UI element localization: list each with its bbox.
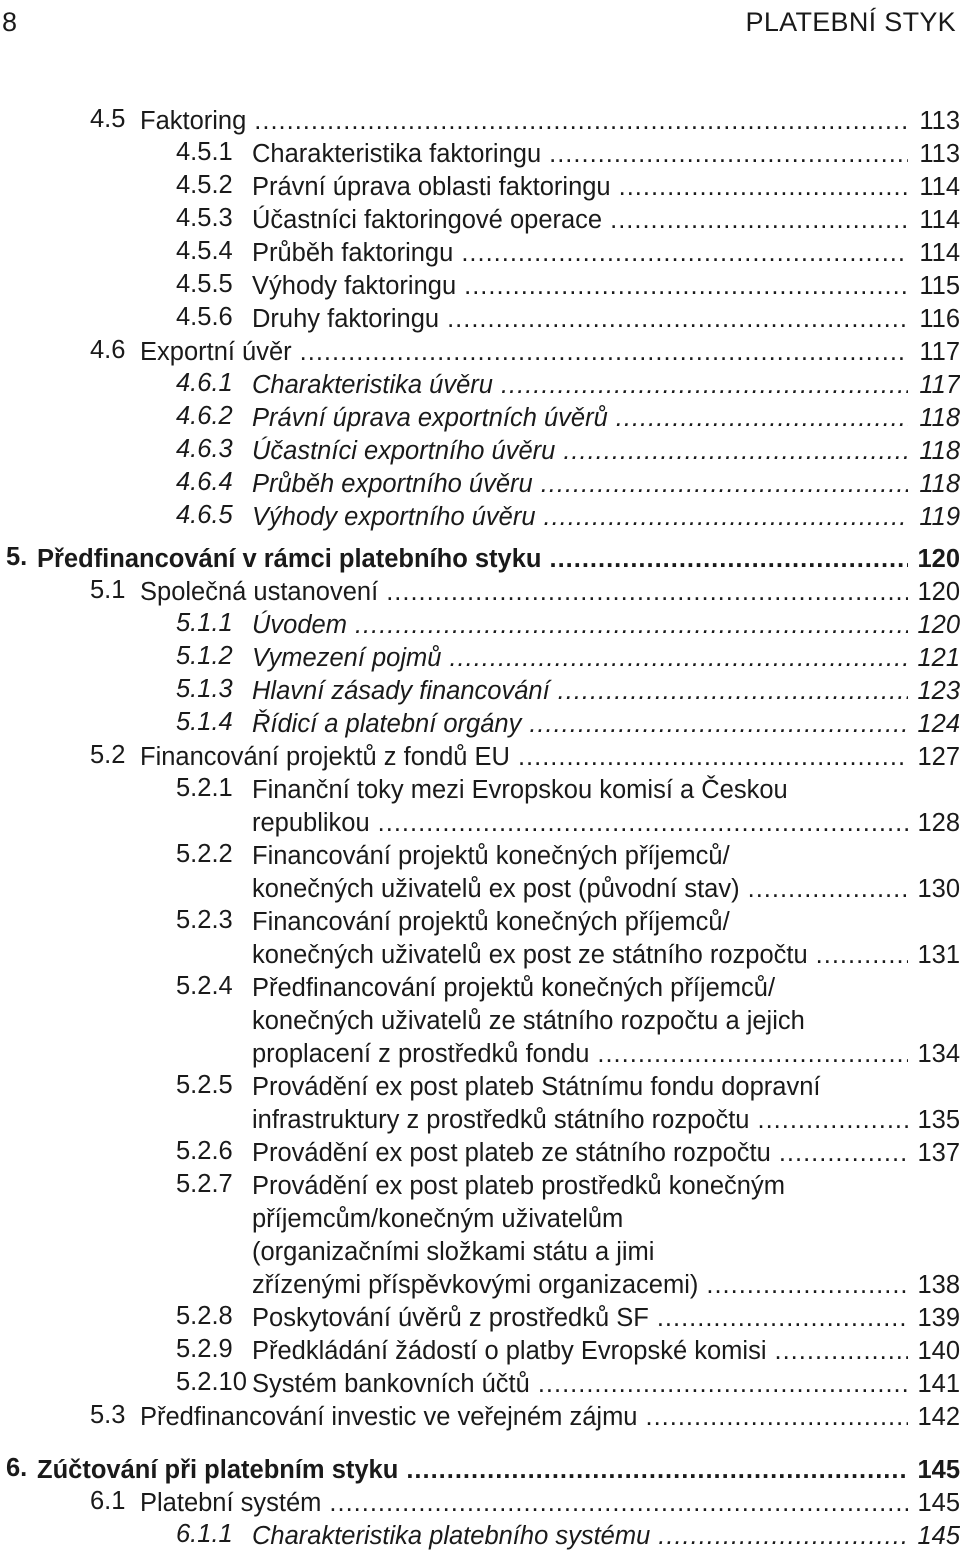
toc-entry-title: proplacení z prostředků fondu xyxy=(252,1040,590,1068)
toc-entry-page: 131 xyxy=(917,941,960,969)
toc-entry-title: Provádění ex post plateb prostředků konečným xyxy=(252,1172,785,1200)
toc-entry-number: 5.1.4 xyxy=(176,708,233,736)
toc-entry-title: Účastníci faktoringové operace xyxy=(252,206,603,234)
toc-entry-title: Předkládání žádostí o platby Evropské komisi xyxy=(252,1337,767,1365)
toc-entry-number: 4.5 xyxy=(90,105,126,133)
toc-entry-title: Charakteristika úvěru xyxy=(252,371,493,399)
toc-entry-title: Výhody exportního úvěru xyxy=(252,503,536,531)
toc-entry-number: 5.1 xyxy=(90,576,126,604)
toc-entry-title: Zúčtování při platebním styku xyxy=(37,1456,399,1484)
toc-entry-page: 145 xyxy=(917,1522,960,1550)
dot-leader xyxy=(775,1335,908,1368)
dot-leader xyxy=(329,1487,908,1520)
dot-leader xyxy=(406,1454,908,1487)
dot-leader xyxy=(597,1038,908,1071)
toc-entry-page: 137 xyxy=(917,1139,960,1167)
dot-leader xyxy=(447,303,908,336)
toc-entry[interactable] xyxy=(0,138,960,171)
toc-entry-title: Provádění ex post plateb Státnímu fondu dopravní xyxy=(252,1073,821,1101)
toc-entry-page: 134 xyxy=(917,1040,960,1068)
toc-entry-title: Poskytování úvěrů z prostředků SF xyxy=(252,1304,649,1332)
toc-entry-number: 4.5.2 xyxy=(176,171,233,199)
toc-entry-number: 5.2.10 xyxy=(176,1368,247,1396)
toc-entry[interactable] xyxy=(0,303,960,336)
toc-entry-number: 5.1.1 xyxy=(176,609,233,637)
toc-entry-title: Faktoring xyxy=(140,107,247,135)
dot-leader xyxy=(254,105,908,138)
toc-entry-number: 4.6.2 xyxy=(176,402,233,430)
toc-entry-page: 113 xyxy=(919,107,960,135)
toc-entry-number: 5.2.1 xyxy=(176,774,233,802)
toc-entry-number: 5.2.6 xyxy=(176,1137,233,1165)
toc-entry-number: 4.5.3 xyxy=(176,204,233,232)
toc-entry-page: 118 xyxy=(919,437,960,465)
toc-entry[interactable] xyxy=(0,609,960,642)
toc-entry-title: příjemcům/konečným uživatelům xyxy=(252,1205,624,1233)
toc-entry-page: 117 xyxy=(919,338,960,366)
toc-entry[interactable] xyxy=(0,1071,960,1137)
toc-entry-page: 118 xyxy=(919,470,960,498)
toc-entry-number: 4.6.4 xyxy=(176,468,233,496)
toc-entry[interactable] xyxy=(0,642,960,675)
toc-entry-number: 5.3 xyxy=(90,1401,126,1429)
toc-entry-title: Vymezení pojmů xyxy=(252,644,442,672)
toc-entry-number: 5.2.4 xyxy=(176,972,233,1000)
toc-entry-page: 138 xyxy=(917,1271,960,1299)
toc-entry-number: 4.5.6 xyxy=(176,303,233,331)
toc-entry-page: 116 xyxy=(919,305,960,333)
dot-leader xyxy=(300,336,908,369)
toc-entry-page: 128 xyxy=(917,809,960,837)
toc-entry-title: Financování projektů konečných příjemců/ xyxy=(252,908,730,936)
toc-entry-title: Právní úprava oblasti faktoringu xyxy=(252,173,611,201)
toc-entry[interactable] xyxy=(0,1520,960,1553)
toc-entry-title: Řídicí a platební orgány xyxy=(252,710,522,738)
dot-leader xyxy=(757,1104,908,1137)
toc-entry[interactable] xyxy=(0,972,960,1071)
toc-entry-number: 5.1.2 xyxy=(176,642,233,670)
toc-entry-page: 114 xyxy=(919,173,960,201)
toc-entry[interactable] xyxy=(0,1368,960,1401)
dot-leader xyxy=(706,1269,908,1302)
toc-entry-page: 142 xyxy=(917,1403,960,1431)
toc-entry-title: Exportní úvěr xyxy=(140,338,292,366)
toc-entry-number: 4.5.4 xyxy=(176,237,233,265)
toc-entry-title: Charakteristika faktoringu xyxy=(252,140,542,168)
toc-entry-page: 130 xyxy=(917,875,960,903)
toc-entry-title: Charakteristika platebního systému xyxy=(252,1522,651,1550)
toc-entry-page: 127 xyxy=(917,743,960,771)
toc-entry-number: 4.6 xyxy=(90,336,126,364)
toc-entry-title: Financování projektů z fondů EU xyxy=(140,743,510,771)
toc-entry-title: Společná ustanovení xyxy=(140,578,379,606)
dot-leader xyxy=(378,807,908,840)
toc-entry-number: 4.6.3 xyxy=(176,435,233,463)
toc-entry-page: 118 xyxy=(919,404,960,432)
toc-entry-title: zřízenými příspěvkovými organizacemi) xyxy=(252,1271,699,1299)
toc-entry-number: 5.1.3 xyxy=(176,675,233,703)
toc-entry-title: konečných uživatelů ex post ze státního rozpočtu xyxy=(252,941,808,969)
toc-entry-title: (organizačními složkami státu a jimi xyxy=(252,1238,655,1266)
toc-entry-title: Účastníci exportního úvěru xyxy=(252,437,556,465)
toc-entry[interactable] xyxy=(0,237,960,270)
toc-entry[interactable] xyxy=(0,105,960,138)
toc-entry[interactable] xyxy=(0,270,960,303)
toc-entry-number: 5. xyxy=(6,543,28,571)
dot-leader xyxy=(619,171,908,204)
toc-entry-number: 5.2.5 xyxy=(176,1071,233,1099)
toc-entry-title: Právní úprava exportních úvěrů xyxy=(252,404,608,432)
toc-entry-title: Hlavní zásady financování xyxy=(252,677,550,705)
toc-entry-page: 120 xyxy=(917,545,960,573)
toc-entry-title: Finanční toky mezi Evropskou komisí a Českou xyxy=(252,776,788,804)
toc-entry-page: 117 xyxy=(919,371,960,399)
dot-leader xyxy=(779,1137,908,1170)
toc-entry[interactable] xyxy=(0,840,960,906)
toc-entry-number: 4.5.1 xyxy=(176,138,233,166)
toc-entry-number: 5.2 xyxy=(90,741,126,769)
toc-entry-page: 135 xyxy=(917,1106,960,1134)
toc-entry[interactable] xyxy=(0,576,960,609)
toc-entry[interactable] xyxy=(0,1137,960,1170)
dot-leader xyxy=(538,1368,908,1401)
toc-entry-page: 145 xyxy=(917,1456,960,1484)
dot-leader xyxy=(355,609,908,642)
toc-entry-title: konečných uživatelů ex post (původní stav) xyxy=(252,875,740,903)
toc-entry-number: 5.2.2 xyxy=(176,840,233,868)
toc-entry[interactable] xyxy=(0,468,960,501)
running-head xyxy=(0,2,960,42)
toc-entry[interactable] xyxy=(0,675,960,708)
toc-entry-page: 123 xyxy=(917,677,960,705)
dot-leader xyxy=(464,270,908,303)
toc-entry-page: 140 xyxy=(917,1337,960,1365)
toc-entry-number: 5.2.7 xyxy=(176,1170,233,1198)
dot-leader xyxy=(501,369,908,402)
toc-entry-page: 119 xyxy=(919,503,960,531)
toc-entry[interactable] xyxy=(0,336,960,369)
toc-entry-number: 5.2.3 xyxy=(176,906,233,934)
toc-entry-title: Předfinancování investic ve veřejném zájmu xyxy=(140,1403,638,1431)
toc-entry[interactable] xyxy=(0,906,960,972)
toc-entry-page: 145 xyxy=(917,1489,960,1517)
dot-leader xyxy=(563,435,908,468)
toc-entry[interactable] xyxy=(0,369,960,402)
toc-entry-number: 6.1 xyxy=(90,1487,126,1515)
toc-entry[interactable] xyxy=(0,204,960,237)
toc-entry[interactable] xyxy=(0,1454,960,1487)
dot-leader xyxy=(461,237,908,270)
toc-entry-title: Financování projektů konečných příjemců/ xyxy=(252,842,730,870)
dot-leader xyxy=(449,642,908,675)
toc-entry-page: 114 xyxy=(919,206,960,234)
dot-leader xyxy=(616,402,908,435)
toc-entry-number: 6. xyxy=(6,1454,28,1482)
toc-entry[interactable] xyxy=(0,501,960,534)
toc-entry-title: Předfinancování v rámci platebního styku xyxy=(37,545,542,573)
toc-entry-title: republikou xyxy=(252,809,370,837)
toc-entry[interactable] xyxy=(0,708,960,741)
toc-entry[interactable] xyxy=(0,1335,960,1368)
toc-entry-page: 121 xyxy=(917,644,960,672)
toc-entry-page: 120 xyxy=(917,611,960,639)
toc-entry-number: 5.2.8 xyxy=(176,1302,233,1330)
toc-entry-title: Úvodem xyxy=(252,611,347,639)
toc-entry-page: 124 xyxy=(917,710,960,738)
toc-entry-page: 141 xyxy=(917,1370,960,1398)
toc-entry-page: 120 xyxy=(917,578,960,606)
toc-entry-number: 4.5.5 xyxy=(176,270,233,298)
toc-entry-title: Provádění ex post plateb ze státního rozpočtu xyxy=(252,1139,771,1167)
toc-entry-number: 4.6.1 xyxy=(176,369,233,397)
toc-entry-title: Druhy faktoringu xyxy=(252,305,440,333)
toc-entry[interactable] xyxy=(0,171,960,204)
dot-leader xyxy=(386,576,908,609)
toc-entry-title: Průběh faktoringu xyxy=(252,239,454,267)
dot-leader xyxy=(748,873,908,906)
dot-leader xyxy=(541,468,908,501)
toc-entry-page: 114 xyxy=(919,239,960,267)
toc-entry[interactable] xyxy=(0,435,960,468)
toc-entry-number: 5.2.9 xyxy=(176,1335,233,1363)
dot-leader xyxy=(658,1520,908,1553)
toc-entry[interactable] xyxy=(0,1170,960,1302)
toc-entry[interactable] xyxy=(0,1487,960,1520)
dot-leader xyxy=(646,1401,909,1434)
toc-entry-title: konečných uživatelů ze státního rozpočtu a jejich xyxy=(252,1007,805,1035)
toc-entry-page: 113 xyxy=(919,140,960,168)
toc-entry[interactable] xyxy=(0,1302,960,1335)
dot-leader xyxy=(549,543,908,576)
dot-leader xyxy=(816,939,908,972)
toc-entry[interactable] xyxy=(0,774,960,840)
toc-entry-number: 4.6.5 xyxy=(176,501,233,529)
toc-entry[interactable] xyxy=(0,402,960,435)
toc-entry-title: Platební systém xyxy=(140,1489,322,1517)
dot-leader xyxy=(657,1302,908,1335)
dot-leader xyxy=(558,675,908,708)
dot-leader xyxy=(529,708,908,741)
toc-entry-page: 139 xyxy=(917,1304,960,1332)
toc-entry-number: 6.1.1 xyxy=(176,1520,233,1548)
running-head-title: PLATEBNÍ STYK xyxy=(745,7,956,37)
toc-entry[interactable] xyxy=(0,741,960,774)
toc-entry-title: infrastruktury z prostředků státního rozpočtu xyxy=(252,1106,750,1134)
dot-leader xyxy=(544,501,908,534)
toc-entry[interactable] xyxy=(0,543,960,576)
toc-entry-title: Výhody faktoringu xyxy=(252,272,457,300)
toc-entry-page: 115 xyxy=(919,272,960,300)
toc-entry-title: Průběh exportního úvěru xyxy=(252,470,533,498)
dot-leader xyxy=(610,204,908,237)
toc-entry-title: Předfinancování projektů konečných příjemců/ xyxy=(252,974,776,1002)
toc-entry[interactable] xyxy=(0,1401,960,1434)
dot-leader xyxy=(549,138,908,171)
table-of-contents xyxy=(0,105,960,1553)
toc-entry-title: Systém bankovních účtů xyxy=(252,1370,530,1398)
page-number: 8 xyxy=(2,7,18,37)
dot-leader xyxy=(518,741,908,774)
